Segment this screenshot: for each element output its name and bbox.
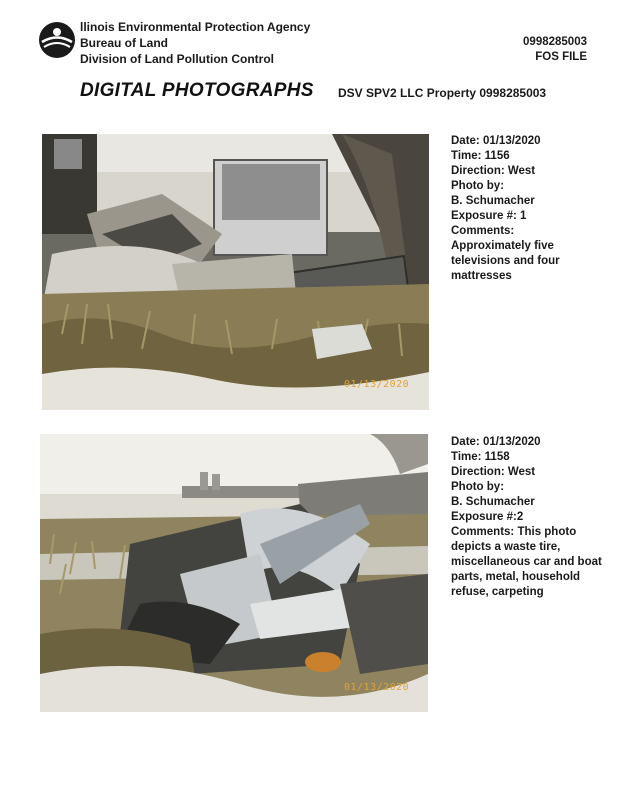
illinois-epa-logo-icon: [38, 21, 76, 59]
photo-2-photographer: B. Schumacher: [451, 496, 535, 508]
document-title: DIGITAL PHOTOGRAPHS: [80, 80, 314, 101]
file-type: FOS FILE: [535, 51, 587, 63]
photo-2-details: [451, 435, 611, 600]
bureau-name: Bureau of Land: [80, 36, 169, 50]
photo-1-photographer: B. Schumacher: [451, 195, 535, 207]
photo-1-comments: Approximately five televisions and four mattresses: [451, 240, 560, 282]
photo-1-comments-label: Comments:: [451, 225, 515, 237]
photo-1-date-stamp: 01/13/2020: [344, 379, 410, 390]
photo-2-image: [40, 434, 428, 712]
property-name: DSV SPV2 LLC Property 0998285003: [338, 86, 547, 100]
file-id: 0998285003: [523, 36, 587, 48]
agency-block: [80, 19, 310, 67]
photo-2-direction: Direction: West: [451, 466, 536, 478]
photo-1-direction: Direction: West: [451, 165, 536, 177]
file-reference: [523, 35, 587, 65]
photo-1-details: [451, 134, 611, 284]
photo-1-image: [42, 134, 429, 410]
photo-2-exposure: Exposure #:2: [451, 511, 524, 523]
photo-1-photo-by-label: Photo by:: [451, 180, 505, 192]
photo-1-date: Date: 01/13/2020: [451, 135, 541, 147]
agency-name: llinois Environmental Protection Agency: [80, 20, 311, 34]
photo-2-date-stamp: 01/13/2020: [344, 682, 410, 693]
photo-1: [42, 134, 429, 410]
photo-2-comments: Comments: This photo depicts a waste tire, miscellaneous car and boat parts, metal, household refuse, carpeting: [451, 526, 602, 598]
photo-2: [40, 434, 428, 712]
division-name: Division of Land Pollution Control: [80, 52, 274, 66]
photo-1-time: Time: 1156: [451, 150, 510, 162]
photo-2-date: Date: 01/13/2020: [451, 436, 541, 448]
photo-1-exposure: Exposure #: 1: [451, 210, 527, 222]
photo-2-time: Time: 1158: [451, 451, 510, 463]
photo-2-photo-by-label: Photo by:: [451, 481, 505, 493]
